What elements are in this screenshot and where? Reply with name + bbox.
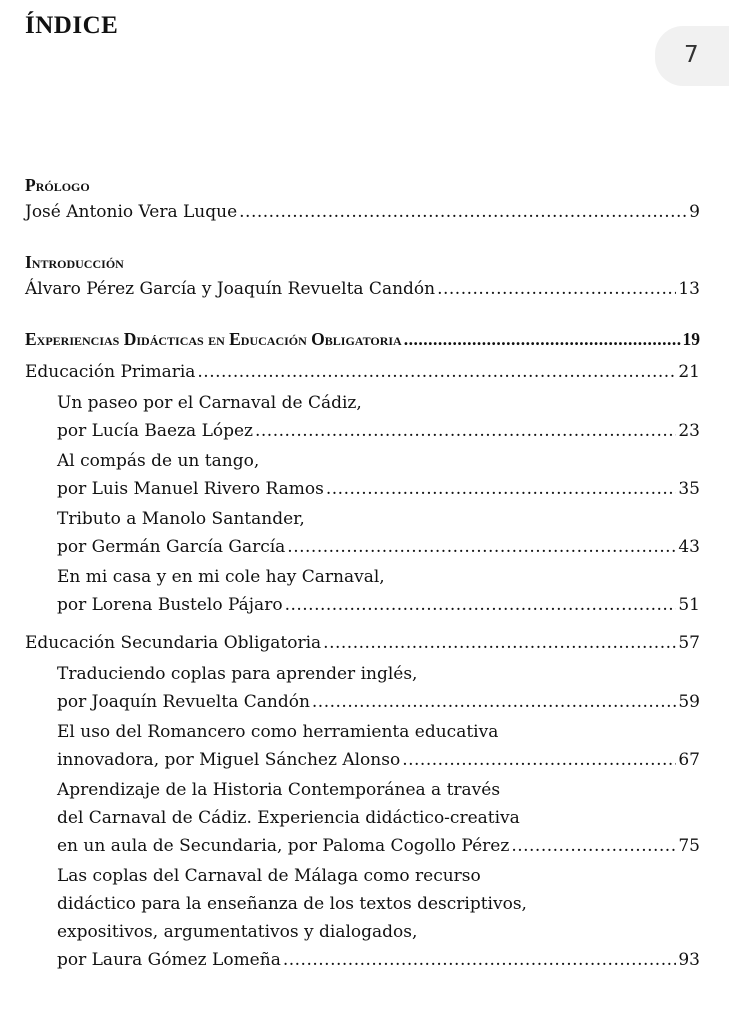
dot-leader (511, 832, 676, 860)
entry-title-line: del Carnaval de Cádiz. Experiencia didáctico-creativa (57, 808, 520, 828)
dot-leader (287, 533, 676, 561)
entry-page: 51 (678, 595, 700, 615)
entry-page: 57 (678, 633, 700, 653)
entry-last-line (57, 591, 700, 619)
dot-leader (283, 946, 677, 974)
section-heading: Experiencias Didácticas en Educación Obligatoria (25, 329, 402, 349)
toc-subsection-secondary[interactable] (25, 629, 700, 658)
entry-title-line: didáctico para la enseñanza de los textos descriptivos, (57, 894, 527, 914)
entry-last-line (57, 946, 700, 974)
entry-page: 67 (678, 750, 700, 770)
entry-page: 59 (678, 692, 700, 712)
entry-title-line: Las coplas del Carnaval de Málaga como recurso (57, 866, 481, 886)
table-of-contents (25, 172, 700, 996)
entry-page: 43 (678, 537, 700, 557)
toc-entry[interactable] (25, 198, 700, 227)
entry-text: por Luis Manuel Rivero Ramos (57, 479, 324, 499)
entry-last-line (57, 533, 700, 561)
toc-entry[interactable] (25, 660, 700, 716)
entry-page: 9 (689, 202, 700, 222)
toc-entry[interactable] (25, 505, 700, 561)
entry-text: en un aula de Secundaria, por Paloma Cogollo Pérez (57, 836, 510, 856)
entry-text: por Joaquín Revuelta Candón (57, 692, 310, 712)
toc-subsection-primary[interactable] (25, 358, 700, 387)
toc-section-experiences (25, 326, 700, 974)
dot-leader (197, 358, 676, 387)
entry-page: 19 (682, 329, 700, 349)
dot-leader (402, 746, 676, 774)
entry-text: José Antonio Vera Luque (25, 202, 238, 222)
page-title: ÍNDICE (25, 12, 119, 39)
entry-last-line (57, 688, 700, 716)
entry-title-line: Aprendizaje de la Historia Contemporánea a través (57, 780, 501, 800)
entry-page: 35 (678, 479, 700, 499)
entry-page: 93 (678, 950, 700, 970)
toc-entry[interactable] (25, 275, 700, 304)
entry-page: 21 (678, 362, 700, 382)
toc-section-prologue (25, 172, 700, 227)
entry-page: 23 (678, 421, 700, 441)
toc-entry[interactable] (25, 563, 700, 619)
toc-entry[interactable] (25, 389, 700, 445)
subsection-title: Educación Primaria (25, 362, 196, 382)
entry-last-line (57, 832, 700, 860)
section-heading: Introducción (25, 252, 124, 272)
entry-last-line (57, 417, 700, 445)
entry-text: por Lorena Bustelo Pájaro (57, 595, 283, 615)
primary-entries (25, 389, 700, 619)
toc-entry[interactable] (25, 776, 700, 860)
dot-leader (323, 629, 676, 658)
entry-text: por Lucía Baeza López (57, 421, 253, 441)
subsection-title: Educación Secundaria Obligatoria (25, 633, 322, 653)
dot-leader (255, 417, 676, 445)
dot-leader (437, 275, 676, 304)
dot-leader (404, 326, 681, 352)
entry-last-line (57, 475, 700, 503)
entry-title-line: En mi casa y en mi cole hay Carnaval, (57, 567, 385, 587)
entry-title-line: Al compás de un tango, (57, 451, 260, 471)
dot-leader (326, 475, 676, 503)
entry-title-line: expositivos, argumentativos y dialogados, (57, 922, 418, 942)
entry-text: Álvaro Pérez García y Joaquín Revuelta Candón (25, 279, 436, 299)
toc-entry[interactable] (25, 326, 700, 352)
entry-page: 13 (678, 279, 700, 299)
dot-leader (285, 591, 677, 619)
toc-entry[interactable] (25, 718, 700, 774)
entry-title-line: Un paseo por el Carnaval de Cádiz, (57, 393, 362, 413)
entry-text: innovadora, por Miguel Sánchez Alonso (57, 750, 401, 770)
entry-title-line: El uso del Romancero como herramienta educativa (57, 722, 499, 742)
secondary-entries (25, 660, 700, 974)
entry-text: por Laura Gómez Lomeña (57, 950, 281, 970)
dot-leader (312, 688, 676, 716)
toc-section-introduction (25, 249, 700, 304)
entry-title-line: Tributo a Manolo Santander, (57, 509, 305, 529)
dot-leader (239, 198, 687, 227)
entry-title-line: Traduciendo coplas para aprender inglés, (57, 664, 418, 684)
entry-text: por Germán García García (57, 537, 286, 557)
entry-last-line (57, 746, 700, 774)
section-heading: Prólogo (25, 175, 90, 195)
toc-entry[interactable] (25, 862, 700, 974)
toc-entry[interactable] (25, 447, 700, 503)
page-number: 7 (684, 42, 699, 68)
entry-page: 75 (678, 836, 700, 856)
